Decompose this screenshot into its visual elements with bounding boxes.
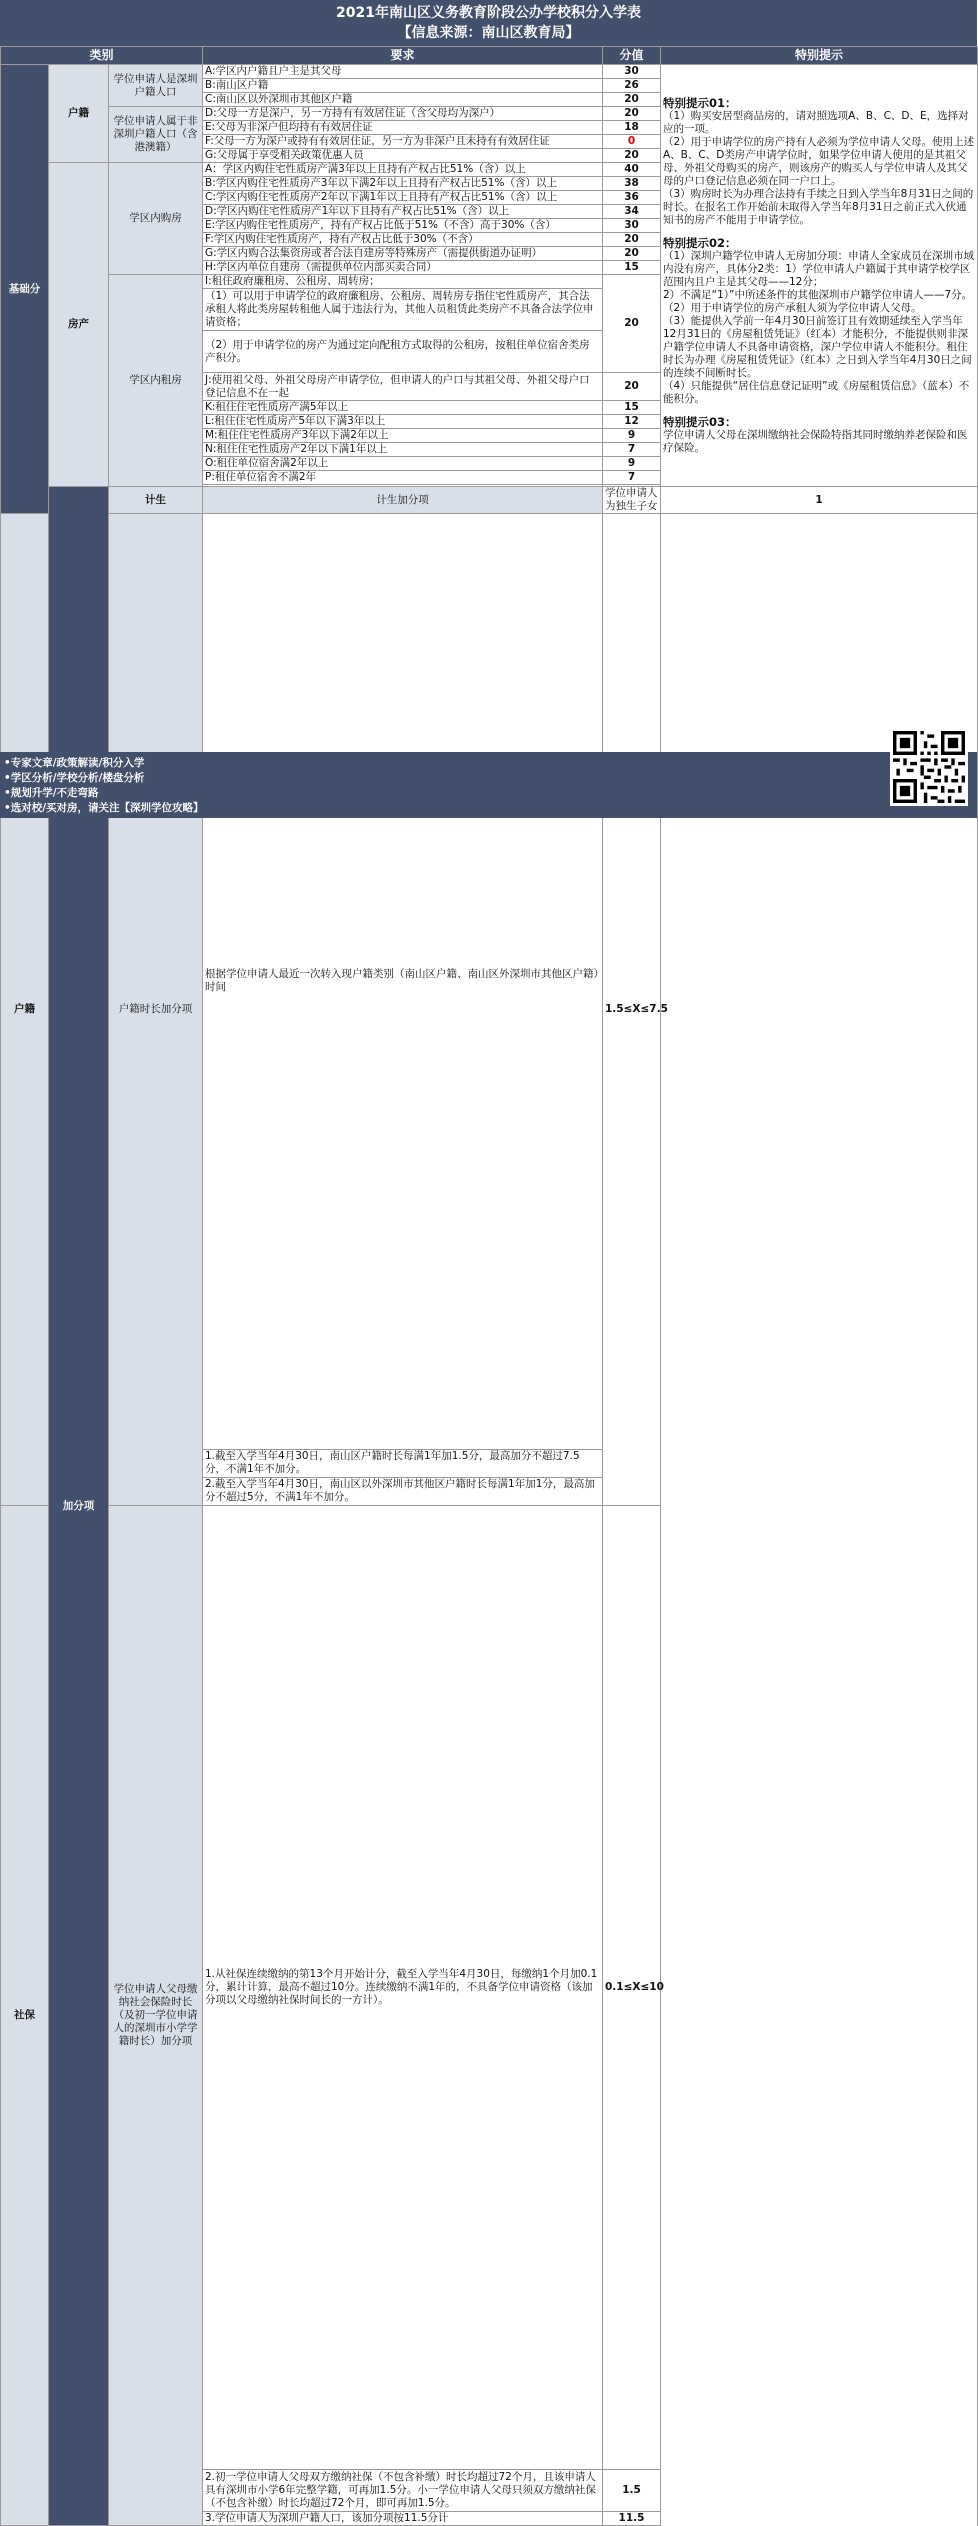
tip-01-3: （3）购房时长为办理合法持有手续之日到入学当年8月31日之间的时长。在报名工作开始前未取得入学当年8月31日之前正式入伙通知书的房产不能用于申请学位。 (663, 187, 974, 226)
subcat-sz-huji: 学位申请人是深圳户籍人口 (109, 65, 203, 107)
tip-01-1: （1）购买安居型商品房的，请对照选项A、B、C、D、E，选择对应的一项。 (663, 109, 969, 135)
tip-03-title: 特别提示03： (663, 414, 737, 429)
score-rent-m: 9 (603, 429, 661, 443)
footer-line-1: •专家文章/政策解读/积分入学 (4, 757, 145, 769)
tip-03-1: 学位申请人父母在深圳缴纳社会保险特指其同时缴纳养老保险和医疗保险。 (663, 428, 968, 454)
subcat-jisheng: 计生加分项 (203, 487, 603, 514)
category-huji: 户籍 (49, 65, 109, 163)
req-f: F:父母一方为深户或持有有效居住证，另一方为非深户且未持有有效居住证 (203, 135, 603, 149)
qr-code-graphic (893, 731, 965, 803)
req-d: D:父母一方是深户，另一方持有有效居住证（含父母均为深户） (203, 107, 603, 121)
subcat-non-sz: 学位申请人属于非深圳户籍人口（含港澳籍） (109, 107, 203, 163)
tips-panel-1 (661, 65, 978, 487)
req-buy-b: B:学区内购住宅性质房产3年以下满2年以上且持有产权占比51%（含）以上 (203, 177, 603, 191)
section-bonus: 加分项 (49, 487, 109, 2526)
qr-code-icon (890, 728, 968, 806)
req-buy-f: F:学区内购住宅性质房产，持有产权占比低于30%（不含） (203, 233, 603, 247)
points-table (0, 46, 978, 2526)
req-e: E:父母为非深户但均持有有效居住证 (203, 121, 603, 135)
table-row (1, 514, 978, 1450)
score-d: 20 (603, 107, 661, 121)
req-buy-g: G:学区内购合法集资房或者合法自建房等特殊房产（需提供街道办证明） (203, 247, 603, 261)
req-rent-o: O:租住单位宿舍满2年以上 (203, 457, 603, 471)
subcat-huji-time: 户籍时长加分项 (109, 514, 203, 1506)
req-rent-m: M:租住住宅性质房产3年以下满2年以上 (203, 429, 603, 443)
req-rent-j: J:使用祖父母、外祖父母房产申请学位，但申请人的户口与其祖父母、外祖父母户口登记信息不在一起 (203, 373, 603, 401)
category-jisheng: 计生 (109, 487, 203, 514)
score-g: 20 (603, 149, 661, 163)
header-tips: 特别提示 (661, 47, 978, 65)
req-shebao-2: 2.初一学位申请人父母双方缴纳社保（不包含补缴）时长均超过72个月，且该申请人具有深圳市小学6年完整学籍，可再加1.5分。小一学位申请人父母只须双方缴纳社保（不包含补缴）时长均超过72个月，即可再加1.5分。 (203, 2470, 603, 2512)
score-jisheng: 1 (661, 487, 978, 514)
category-fangchan: 房产 (49, 163, 109, 487)
req-rent-i-3: （2）用于申请学位的房产为通过定向配租方式取得的公租房，按租住单位宿舍类房产积分。 (203, 331, 603, 373)
req-jisheng: 学位申请人为独生子女 (603, 487, 661, 514)
tip-01-2: （2）用于申请学位的房产持有人必须为学位申请人父母。使用上述A、B、C、D类房产申请学位时，如果学位申请人使用的是其祖父母、外祖父母购买的房产，则该房产的购买人与学位申请人及其父母的户口登记信息必须在同一户口上。 (663, 135, 975, 187)
score-buy-f: 20 (603, 233, 661, 247)
req-buy-e: E:学区内购住宅性质房产，持有产权占比低于51%（不含）高于30%（含） (203, 219, 603, 233)
req-buy-d: D:学区内购住宅性质房产1年以下且持有产权占比51%（含）以上 (203, 205, 603, 219)
score-rent-k: 15 (603, 401, 661, 415)
score-buy-e: 30 (603, 219, 661, 233)
score-a: 30 (603, 65, 661, 79)
tip-02-5: （4）只能提供“居住信息登记证明”或《房屋租赁信息》（蓝本）不能积分。 (663, 379, 970, 405)
req-rent-i-1: I:租住政府廉租房、公租房、周转房； (203, 275, 603, 289)
score-buy-d: 34 (603, 205, 661, 219)
score-rent-i: 20 (603, 275, 661, 373)
footer-line-3: •规划升学/不走弯路 (4, 787, 99, 799)
footer-line-4: •选对校/买对房，请关注【深圳学位攻略】 (4, 802, 204, 814)
req-rent-k: K:租住住宅性质房产满5年以上 (203, 401, 603, 415)
tip-02-1: （1）深圳户籍学位申请人无房加分项：申请人全家成员在深圳市域内没有房产，具体分2类：1）学位申请人户籍属于其申请学校学区范围内且户主是其父母——12分； (663, 249, 975, 288)
subcat-buy: 学区内购房 (109, 163, 203, 275)
score-buy-b: 38 (603, 177, 661, 191)
req-b: B:南山区户籍 (203, 79, 603, 93)
section-basic: 基础分 (1, 65, 49, 514)
score-buy-g: 20 (603, 247, 661, 261)
score-c: 20 (603, 93, 661, 107)
score-shebao-2: 1.5 (603, 2470, 661, 2512)
footer (0, 752, 977, 818)
score-huji-time (603, 514, 668, 1506)
req-rent-i-2: （1）可以用于申请学位的政府廉租房、公租房、周转房专指住宅性质房产，其合法承租人将此类房屋转租他人属于违法行为，其他人员租赁此类房产不具备合法学位申请资格； (203, 289, 603, 331)
footer-line-2: •学区分析/学校分析/楼盘分析 (4, 772, 145, 784)
req-buy-a: A：学区内购住宅性质房产满3年以上且持有产权占比51%（含）以上 (203, 163, 603, 177)
req-shebao-1: 1.从社保连续缴纳的第13个月开始计分，截至入学当年4月30日，每缴纳1个月加0.1分，累计计算，最高不超过10分。连续缴纳不满1年的，不具备学位申请资格（该加分项以父母缴纳社保时间长的一方计）。 (203, 1505, 603, 2470)
req-buy-c: C:学区内购住宅性质房产2年以下满1年以上且持有产权占比51%（含）以上 (203, 191, 603, 205)
req-huji-1: 1.截至入学当年4月30日，南山区户籍时长每满1年加1.5分，最高加分不超过7.5分，不满1年不加分。 (203, 1449, 603, 1477)
page-title: 2021年南山区义务教育阶段公办学校积分入学表 (336, 5, 641, 21)
req-a: A:学区内户籍且户主是其父母 (203, 65, 603, 79)
title-bar (0, 0, 977, 46)
score-f: 0 (603, 135, 661, 149)
score-rent-p: 7 (603, 471, 661, 485)
category-shebao: 社保 (1, 1505, 49, 2526)
req-huji-2: 2.截至入学当年4月30日，南山区以外深圳市其他区户籍时长每满1年加1分，最高加分不超过5分，不满1年不加分。 (203, 1477, 603, 1505)
req-g: G:父母属于享受相关政策优惠人员 (203, 149, 603, 163)
req-buy-h: H:学区内单位自建房（需提供单位内部买卖合同） (203, 261, 603, 275)
req-rent-p: P:租住单位宿舍不满2年 (203, 471, 603, 485)
tip-02-2: 2）不满足“1）”中所述条件的其他深圳市户籍学位申请人——7分。 (663, 288, 973, 301)
score-shebao-3: 11.5 (603, 2512, 661, 2526)
score-buy-a: 40 (603, 163, 661, 177)
score-rent-l: 12 (603, 415, 661, 429)
header-category: 类别 (1, 47, 203, 65)
table-row (1, 487, 978, 514)
score-shebao-1: 0.1≤X≤10 (603, 1505, 661, 2470)
page-subtitle: 【信息来源：南山区教育局】 (397, 25, 580, 41)
req-rent-n: N:租住住宅性质房产2年以下满1年以上 (203, 443, 603, 457)
score-huji-time-value: 1.5≤X≤7.5 (605, 1002, 668, 1015)
req-shebao-3: 3.学位申请人为深圳户籍人口，该加分项按11.5分计 (203, 2512, 603, 2526)
score-rent-j: 20 (603, 373, 661, 401)
req-huji-0: 根据学位申请人最近一次转入现户籍类别（南山区户籍、南山区外深圳市其他区户籍）时间 (203, 514, 603, 1450)
header-score: 分值 (603, 47, 661, 65)
tip-02-4: （3）能提供入学前一年4月30日前签订且有效期延续至入学当年12月31日的《房屋租赁凭证》（红本）才能积分，不能提供则非深户籍学位申请人不具备申请资格，深户学位申请人不能积分。租住时长为办理《房屋租赁凭证》（红本）之日到入学当年4月30日之间的连续不间断时长。 (663, 314, 972, 379)
score-b: 26 (603, 79, 661, 93)
score-buy-h: 15 (603, 261, 661, 275)
subcat-rent: 学区内租房 (109, 275, 203, 487)
tip-01-title: 特别提示01： (663, 95, 737, 110)
category-huji-bonus: 户籍 (1, 514, 49, 1506)
score-e: 18 (603, 121, 661, 135)
table-row (1, 65, 978, 79)
header-requirement: 要求 (203, 47, 603, 65)
subcat-shebao: 学位申请人父母缴纳社会保险时长（及初一学位申请人的深圳市小学学籍时长）加分项 (109, 1505, 203, 2526)
tip-02-title: 特别提示02： (663, 235, 737, 250)
table-row (1, 1505, 978, 2470)
score-rent-n: 7 (603, 443, 661, 457)
footer-links (4, 756, 204, 816)
table-header-row (1, 47, 978, 65)
score-buy-c: 36 (603, 191, 661, 205)
score-rent-o: 9 (603, 457, 661, 471)
req-rent-l: L:租住住宅性质房产5年以下满3年以上 (203, 415, 603, 429)
tip-02-3: （2）用于申请学位的房产承租人须为学位申请人父母。 (663, 301, 922, 314)
req-c: C:南山区以外深圳市其他区户籍 (203, 93, 603, 107)
